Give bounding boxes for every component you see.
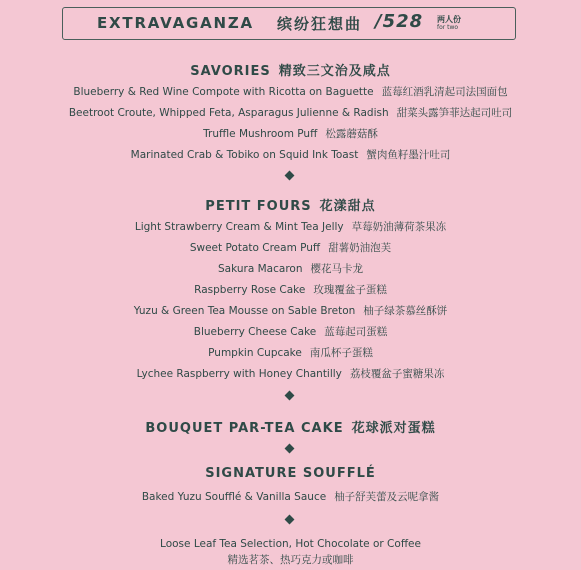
menu-item-en: Yuzu & Green Tea Mousse on Sable Breton — [133, 305, 356, 317]
menu-item-en: Beetroot Croute, Whipped Feta, Asparagus Julienne & Radish — [68, 107, 389, 119]
menu-price: /528 — [375, 11, 424, 32]
menu-item-en: Lychee Raspberry with Honey Chantilly — [136, 368, 342, 380]
section-title-en: SAVORIES — [190, 64, 271, 79]
menu-item — [0, 105, 581, 120]
per-serving-label — [437, 16, 461, 32]
menu-item-zh: 草莓奶油薄荷茶果冻 — [351, 221, 447, 233]
menu-item-en: Raspberry Rose Cake — [194, 284, 306, 296]
per-serving-en: for two — [437, 24, 459, 31]
menu-item-en: Blueberry Cheese Cake — [193, 326, 317, 338]
menu-item — [0, 489, 581, 504]
menu-item — [0, 345, 581, 360]
per-serving-zh: 两人份 — [437, 15, 461, 24]
section-souffle-title — [0, 466, 581, 481]
drinks-zh: 精选茗茶、热巧克力或咖啡 — [227, 554, 354, 566]
menu-item-zh: 柚子绿茶慕丝酥饼 — [363, 305, 448, 317]
diamond-divider — [285, 515, 295, 525]
menu-title-en: EXTRAVAGANZA — [97, 14, 254, 32]
section-title-zh: 精致三文治及咸点 — [278, 64, 391, 79]
menu-item — [0, 282, 581, 297]
menu-item — [0, 324, 581, 339]
menu-item — [0, 84, 581, 99]
section-savories-title — [0, 60, 581, 79]
menu-item — [0, 147, 581, 162]
menu-item-en: Truffle Mushroom Puff — [203, 128, 318, 140]
menu-item-zh: 柚子舒芙蕾及云呢拿酱 — [334, 491, 440, 503]
section-title-zh: 花漾甜点 — [319, 199, 376, 214]
diamond-divider — [285, 171, 295, 181]
menu-item-en: Sakura Macaron — [218, 263, 303, 275]
menu-item-en: Light Strawberry Cream & Mint Tea Jelly — [134, 221, 344, 233]
drinks-en: Loose Leaf Tea Selection, Hot Chocolate or Coffee — [160, 538, 421, 550]
menu-item — [0, 261, 581, 276]
menu-item-zh: 蓝莓起司蛋糕 — [324, 326, 388, 338]
menu-item-zh: 蓝莓红酒乳清起司法国面包 — [381, 86, 508, 98]
menu-item-zh: 玫瑰覆盆子蛋糕 — [313, 284, 387, 296]
section-bouquet-title — [0, 417, 581, 436]
menu-title-box — [62, 7, 516, 40]
menu-item — [0, 240, 581, 255]
menu-item-zh: 南瓜杯子蛋糕 — [309, 347, 373, 359]
menu-item — [0, 303, 581, 318]
menu-item-zh: 甜菜头露笋菲达起司吐司 — [396, 107, 513, 119]
menu-item-zh: 甜薯奶油泡芙 — [328, 242, 392, 254]
menu-item-en: Marinated Crab & Tobiko on Squid Ink Toast — [130, 149, 359, 161]
menu-item-zh: 松露蘑菇酥 — [325, 128, 378, 140]
menu-item-en: Pumpkin Cupcake — [208, 347, 302, 359]
menu-item-en: Blueberry & Red Wine Compote with Ricotta on Baguette — [73, 86, 374, 98]
section-title-zh: 花球派对蛋糕 — [351, 421, 436, 436]
menu-item — [0, 126, 581, 141]
menu-item-en: Sweet Potato Cream Puff — [189, 242, 321, 254]
section-title-en: BOUQUET PAR-TEA CAKE — [145, 421, 344, 436]
section-title-en: SIGNATURE SOUFFLÉ — [205, 466, 376, 481]
menu-item-zh: 樱花马卡龙 — [310, 263, 363, 275]
menu-item-zh: 荔枝覆盆子蜜糖果冻 — [349, 368, 445, 380]
menu-item — [0, 366, 581, 381]
section-title-en: PETIT FOURS — [205, 199, 312, 214]
diamond-divider — [285, 444, 295, 454]
menu-item-en: Baked Yuzu Soufflé & Vanilla Sauce — [141, 491, 327, 503]
menu-item — [0, 219, 581, 234]
diamond-divider — [285, 391, 295, 401]
menu-item-zh: 蟹肉鱼籽墨汁吐司 — [366, 149, 451, 161]
menu-title-zh: 缤纷狂想曲 — [277, 15, 363, 33]
section-petit-fours-title — [0, 195, 581, 214]
